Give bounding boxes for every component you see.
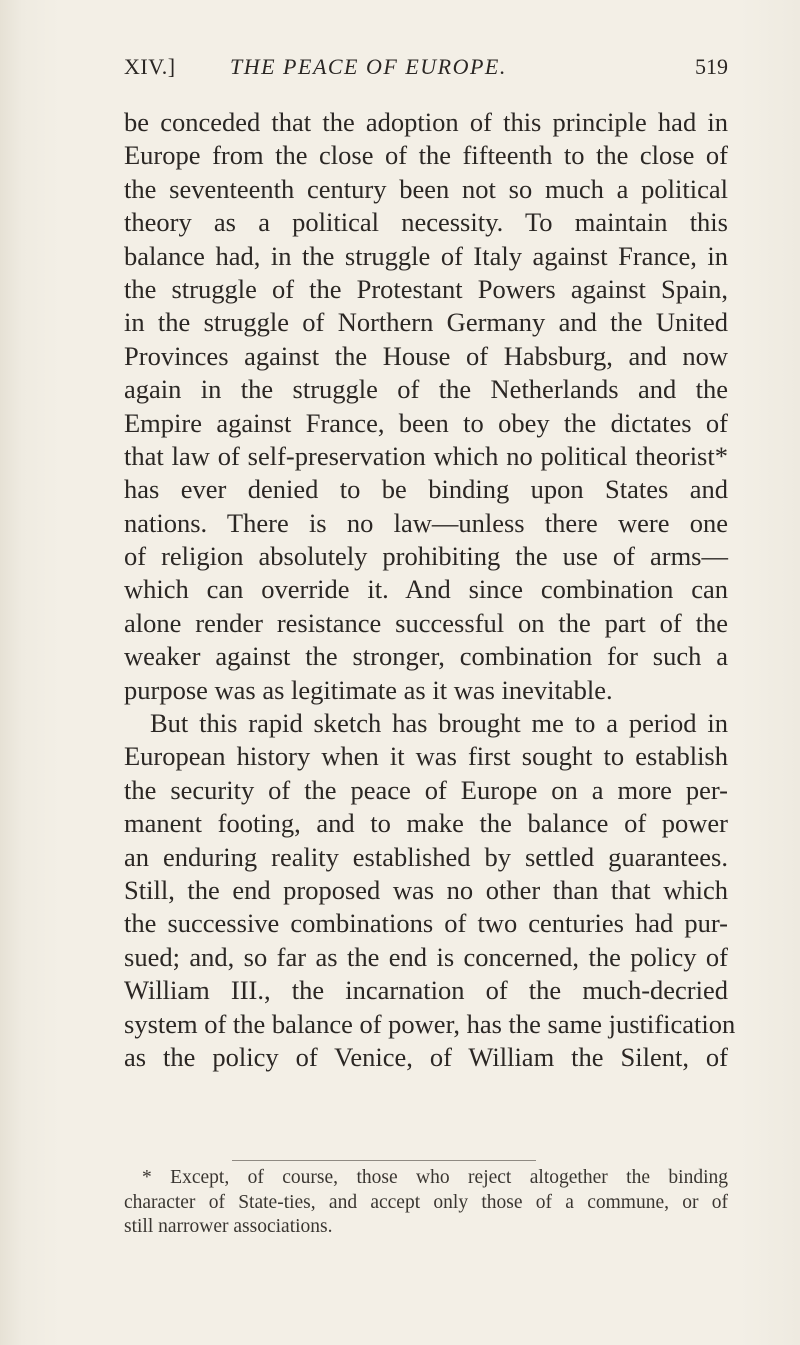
text-line: the successive combinations of two centuries had pur- xyxy=(124,908,728,939)
text-line: as the policy of Venice, of William the Silent, of xyxy=(124,1041,728,1072)
footnote-line: character of State-ties, and accept only those of a commune, or of xyxy=(124,1191,728,1213)
text-line: the seventeenth century been not so much a political xyxy=(124,173,728,204)
text-line: weaker against the stronger, combination for such a xyxy=(124,641,728,672)
text-line: nations. There is no law—unless there were one xyxy=(124,507,728,538)
text-line: of religion absolutely prohibiting the use of arms— xyxy=(124,541,728,572)
text-line: system of the balance of power, has the same justification xyxy=(124,1008,736,1039)
text-line: Empire against France, been to obey the dictates of xyxy=(124,407,728,438)
body-text xyxy=(124,106,736,1074)
running-header xyxy=(124,50,728,84)
chapter-number: XIV.] xyxy=(124,54,176,79)
footnote-divider xyxy=(232,1160,536,1161)
text-line: William III., the incarnation of the much-decried xyxy=(124,975,728,1006)
text-line: Europe from the close of the fifteenth to the close of xyxy=(124,140,728,171)
running-title: THE PEACE OF EUROPE. xyxy=(230,54,507,79)
text-line: balance had, in the struggle of Italy against France, in xyxy=(124,240,728,271)
text-line: Still, the end proposed was no other than that which xyxy=(124,874,728,905)
text-line: European history when it was first sought to establish xyxy=(124,741,728,772)
text-line: sued; and, so far as the end is concerned, the policy of xyxy=(124,941,728,972)
text-line: Provinces against the House of Habsburg, and now xyxy=(124,340,728,371)
text-line: that law of self-preservation which no political theorist* xyxy=(124,440,728,471)
page-number: 519 xyxy=(695,54,728,79)
text-line: in the struggle of Northern Germany and the United xyxy=(124,307,728,338)
text-line: manent footing, and to make the balance of power xyxy=(124,808,728,839)
footnote-line: * Except, of course, those who reject altogether the binding xyxy=(142,1167,728,1188)
text-line: the security of the peace of Europe on a more per- xyxy=(124,774,728,805)
text-line: But this rapid sketch has brought me to a period in xyxy=(150,708,728,739)
text-line: has ever denied to be binding upon States and xyxy=(124,474,728,505)
text-line: again in the struggle of the Netherlands and the xyxy=(124,374,728,405)
text-line: the struggle of the Protestant Powers against Spain, xyxy=(124,273,728,304)
footnote-line: still narrower associations. xyxy=(124,1216,333,1237)
text-line: alone render resistance successful on the part of the xyxy=(124,607,728,638)
footnote xyxy=(124,1166,728,1240)
text-line: which can override it. And since combination can xyxy=(124,574,728,605)
text-line: purpose was as legitimate as it was inevitable. xyxy=(124,674,613,705)
text-line: an enduring reality established by settled guarantees. xyxy=(124,841,728,872)
text-line: theory as a political necessity. To maintain this xyxy=(124,207,728,238)
text-line: be conceded that the adoption of this principle had in xyxy=(124,107,728,137)
